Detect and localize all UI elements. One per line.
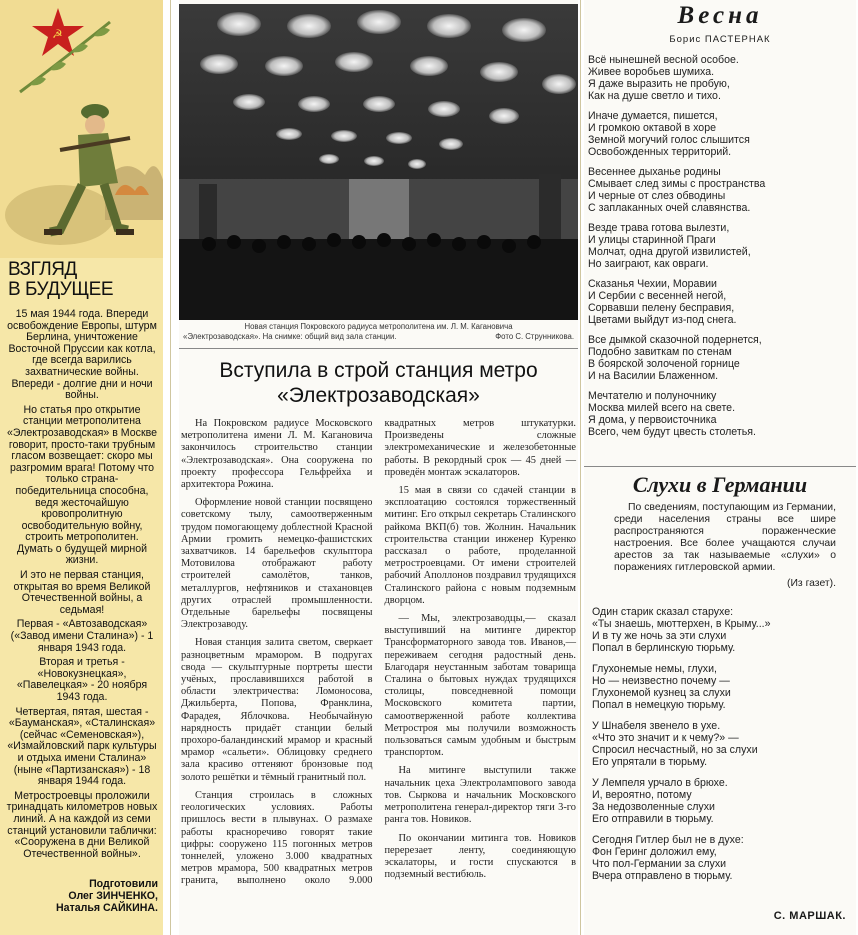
signature-line: Олег ЗИНЧЕНКО,	[68, 890, 158, 902]
poem-stanza	[588, 54, 854, 102]
poem-line: Цветами выйдут из-под снега.	[588, 314, 737, 326]
poem-line: Я даже выразить не пробую,	[588, 78, 730, 90]
satire-line: Что пол-Германии за слухи	[592, 858, 727, 870]
divider	[584, 466, 856, 467]
satire-line: Но — неизвестно почему —	[592, 675, 730, 687]
poem-line: Освобожденных территорий.	[588, 146, 732, 158]
sidebar-signature	[6, 878, 158, 914]
headline-line: Вступила в строй станция метро	[219, 359, 538, 382]
poem-line: Земной могучий голос слышится	[588, 134, 750, 146]
poem-stanza	[588, 278, 854, 326]
satire-stanza	[592, 720, 854, 768]
poem-line: Я дома, у первоисточника	[588, 414, 717, 426]
satire-line: И в ту же ночь за эти слухи	[592, 630, 727, 642]
satire-line: У Лемпеля урчало в брюхе.	[592, 777, 728, 789]
poem-line: Весеннее дыханье родины	[588, 166, 721, 178]
satire-stanza	[592, 834, 854, 882]
article-body	[181, 418, 576, 888]
article-headline	[179, 358, 578, 408]
poem-line: Молчат, одна другой извилистей,	[588, 246, 751, 258]
sidebar-column	[0, 0, 163, 935]
poem-line: Всё нынешней весной особое.	[588, 54, 739, 66]
satire-line: Попал в берлинскую тюрьму.	[592, 642, 736, 654]
satire-line: Глухонемой кузнец за слухи	[592, 687, 731, 699]
poem-body	[588, 54, 854, 446]
photo-credit: Фото С. Струнникова.	[495, 332, 574, 341]
poem-line: Везде трава готова вылезти,	[588, 222, 730, 234]
satire-line: Спросил несчастный, но за слухи	[592, 744, 758, 756]
poem-stanza	[588, 110, 854, 158]
poem-line: Живее воробьев шумиха.	[588, 66, 715, 78]
satire-line: Его упрятали в тюрьму.	[592, 756, 708, 768]
svg-text:☭: ☭	[52, 27, 63, 41]
poem-line: Как на душе светло и тихо.	[588, 90, 721, 102]
poem-line: Смывает след зимы с пространства	[588, 178, 766, 190]
sidebar-header	[8, 260, 158, 300]
satire-intro-text: По сведениям, поступающим из Германии, среди населения страны все шире распространяются пораженческие настроения. Все более учащаются случаи арестов за так называемые «слухи» о поражениях гитлеровской армии.	[614, 502, 836, 573]
poem-line: Сорвавши пелену бесправия,	[588, 302, 735, 314]
sidebar-paragraph: 15 мая 1944 года. Впереди освобождение Европы, штурм Берлина, уничтожение Восточной Пруссии как котла, где всегда варились захватнические войны. Впереди - долгие дни и ночи войны.	[7, 308, 157, 402]
poem-line: Всего, чем будут цвесть столетья.	[588, 426, 756, 438]
poem-line: Но заиграют, как овраги.	[588, 258, 709, 270]
article-paragraph: На митинге выступили также начальник цеха Электролампового завода тов. Сыркова и начальник Московского метрополитена генерал-директор тяги 3-го ранга тов. Новиков.	[384, 765, 576, 826]
poem-line: В боярской золоченой горнице	[588, 358, 740, 370]
satire-line: Его отправили в тюрьму.	[592, 813, 714, 825]
satire-line: Сегодня Гитлер был не в духе:	[592, 834, 744, 846]
satire-line: За недозволенные слухи	[592, 801, 715, 813]
metro-station-photo	[179, 4, 578, 320]
caption-line: Новая станция Покровского радиуса метрополитена им. Л. М. Кагановича	[244, 322, 513, 331]
signature-line: Наталья САЙКИНА.	[56, 902, 158, 914]
poem-stanza	[588, 166, 854, 214]
poem-author: Борис ПАСТЕРНАК	[669, 34, 771, 45]
poem-line: Сказанья Чехии, Моравии	[588, 278, 717, 290]
poem-line: Все дымкой сказочной подернется,	[588, 334, 762, 346]
sidebar-header-line: ВЗГЛЯД	[8, 259, 77, 280]
article-paragraph: Оформление новой станции посвящено советскому тылу, самоотверженным трудом помогающему доблестной Красной Армии громить немецко-фашистских захватчиков. 14 барельефов скульптора Мотовилова отображают работу строителей самолётов, танков, металлургов, нефтяников и стахановцев других отраслей промышленности. Отдельные барельефы посвящены Электрозаводу.	[181, 497, 373, 631]
poem-line: Мечтателю и полуночнику	[588, 390, 717, 402]
sidebar-paragraph: Четвертая, пятая, шестая - «Бауманская», «Сталинская» (сейчас «Семеновская»), «Измайловский парк культуры и отдыха имени Сталина» (ныне «Партизанская») - 18 января 1944 года.	[7, 705, 157, 788]
satire-title: Слухи в Германии	[632, 472, 808, 497]
satire-line: Попал в немецкую тюрьму.	[592, 699, 726, 711]
satire-line: У Шнабеля звенело в ухе.	[592, 720, 721, 732]
photo-caption	[183, 322, 574, 342]
article-paragraph: — Мы, электрозаводцы,— сказал выступивший на митинге директор Трансформаторного завода тов. Иванов,— переживаем сегодня радостный день. Благодаря неустанным заботам товарища Сталина о бытовых нуждах трудящихся столицы, повседневной помощи Московского комитета партии, самоотверженной работе коллектива Метростроя мы получили возможность пользоваться самым удобным и быстрым транспортом.	[384, 613, 576, 759]
satire-stanza	[592, 777, 854, 825]
satire-line: И, вероятно, потому	[592, 789, 692, 801]
poem-line: С заплаканных очей славянства.	[588, 202, 751, 214]
poem-stanza	[588, 390, 854, 438]
article-paragraph: Станция строилась в сложных геологических условиях. Работы пришлось вести в плывунах. О размахе работы красноречиво говорят такие цифры: сооружено 115 погонных метров тоннелей, уложено 3.000 квадратных метров мрамора, 500 квадратных метров гранита, выполнено около 9.000 квадратных метров штукатурки. Произведены сложные электромеханические и железобетонные работы. В рекордный срок — 45 дней — проведён монтаж эскалаторов.	[181, 418, 576, 887]
satire-author: С. МАРШАК.	[773, 910, 846, 922]
poem-stanza	[588, 222, 854, 270]
sidebar-paragraph: Первая - «Автозаводская» («Завод имени Сталина») - 1 января 1943 года.	[10, 618, 154, 654]
article-paragraph: На Покровском радиусе Московского метрополитена имени Л. М. Кагановича закончилось строительство станции «Электрозаводская». Она сооружена по проекту профессора Гельфрейха и архитектора Рожина.	[181, 418, 373, 491]
satire-stanza	[592, 606, 854, 654]
sidebar-header-line: В БУДУЩЕЕ	[8, 279, 114, 300]
article-paragraph: По окончании митинга тов. Новиков перерезает ленту, соединяющую эскалаторы, и гости спускаются в подземный вестибюль.	[384, 832, 576, 881]
satire-source: (Из газет).	[787, 578, 836, 589]
satire-line: «Ты знаешь, мюттерхен, в Крыму...»	[592, 618, 771, 630]
caption-line: «Электрозаводская». На снимке: общий вид зала станции.	[183, 332, 397, 341]
poem-line: И громкою октавой в хоре	[588, 122, 716, 134]
metro-article-column	[179, 0, 578, 935]
poem-line: И Сербии с весенней негой,	[588, 290, 727, 302]
satire-stanza	[592, 663, 854, 711]
sidebar-paragraph: И это не первая станция, открытая во время Великой Отечественной войны, а седьмая!	[13, 569, 151, 616]
poem-line: И на Василии Блаженном.	[588, 370, 719, 382]
satire-line: Один старик сказал старухе:	[592, 606, 734, 618]
sidebar-paragraph: Но статья про открытие станции метрополитена «Электрозаводская» в Москве говорит, просто-таки трубным гласом возвещает: скоро мы разгромим врага! Потому что только страна-победительница способна, ведя жесточайшую кровопролитную освободительную войну, строить метрополитен. Думать о будущей мирной жизни.	[7, 403, 157, 567]
sidebar-paragraph: Вторая и третья - «Новокузнецкая», «Павелецкая» - 20 ноября 1943 года.	[16, 656, 148, 703]
poem-stanza	[588, 334, 854, 382]
poem-line: Подобно завиткам по стенам	[588, 346, 732, 358]
poem-line: Москва милей всего на свете.	[588, 402, 736, 414]
soldier-illustration	[0, 0, 163, 258]
headline-line: «Электрозаводская»	[277, 384, 480, 407]
satire-intro	[614, 502, 836, 590]
article-paragraph: 15 мая в связи со сдачей станции в эксплоатацию состоялся торжественный митинг. Его открыл секретарь Сталинского райкома ВКП(б) тов. Жолнин. Начальник строительства станции инженер Куренко рассказал о работе, проделанной метростроевцами. От имени строителей рабочий Аполлонов поздравил трудящихся Сталинского района с новым подземным дворцом.	[384, 485, 576, 606]
divider	[179, 348, 578, 349]
column-divider	[170, 0, 171, 935]
satire-line: Фон Геринг доложил ему,	[592, 846, 717, 858]
poem-line: Иначе думается, пишется,	[588, 110, 718, 122]
column-divider	[580, 0, 581, 935]
satire-line: «Что это значит и к чему?» —	[592, 732, 739, 744]
satire-line: Глухонемые немы, глухи,	[592, 663, 717, 675]
poem-line: И черные от слез обводины	[588, 190, 726, 202]
signature-line: Подготовили	[89, 878, 158, 890]
satire-line: Вчера отправлено в тюрьму.	[592, 870, 733, 882]
poems-column	[584, 0, 856, 935]
article-paragraph: Новая станция залита светом, сверкает разноцветным мрамором. В подругах свода — скульптурные портреты шести учёных, прославившихся работой в области электричества: Ломоносова, Джильберта, Попова, Франклина, Фарадея, Яблочкова. Необычайную нарядность придаёт станции белый прохоро-баландинский мрамор и красный мрамор «сальети». Облицовку среднего зала красиво оттеняют бронзовые под золото решётки и тёмный гранитный пол.	[181, 637, 373, 783]
satire-body	[592, 606, 854, 891]
poem-line: И улицы старинной Праги	[588, 234, 716, 246]
poem-title: Весна	[677, 2, 763, 29]
sidebar-text	[6, 309, 158, 863]
sidebar-paragraph: Метростроевцы проложили тринадцать километров новых линий. А на каждой из семи станций установили таблички: «Сооружена в дни Великой Отечественной войны».	[6, 789, 158, 860]
